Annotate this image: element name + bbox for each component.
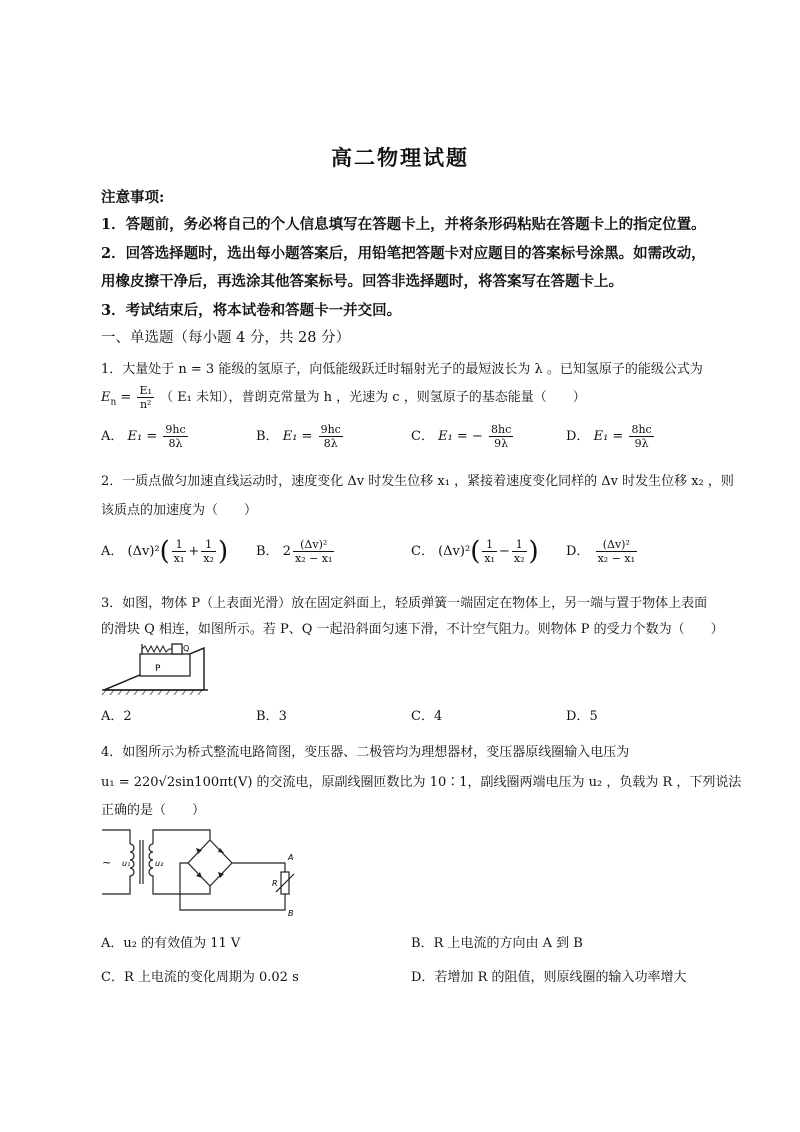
q1-option-d: [566, 423, 656, 450]
option-frac-a: [482, 538, 497, 565]
option-label: B．: [256, 429, 279, 444]
diodes: [196, 848, 224, 878]
option-den: x₂ − x₁: [294, 552, 333, 565]
q3-option-a: [101, 705, 132, 724]
option-den: x₁: [173, 552, 185, 565]
primary-wire-top: [102, 830, 130, 844]
option-label: C．: [411, 709, 434, 724]
q2-stem-line2: 该质点的加速度为（ ）: [101, 503, 258, 518]
option-text: R 上电流的方向由 A 到 B: [433, 936, 583, 951]
q1-formula-sub: n: [110, 397, 117, 408]
q3-option-b: [256, 705, 287, 724]
option-label: C．: [411, 429, 434, 444]
option-num: 8hc: [631, 423, 652, 436]
label-p: P: [155, 664, 161, 674]
q1-option-b: [256, 423, 345, 450]
option-coef: 2: [282, 544, 291, 559]
option-operator: −: [498, 544, 510, 559]
option-den: 8λ: [323, 437, 338, 450]
label-b: B: [288, 909, 294, 918]
q4-circuit-figure: [100, 822, 300, 918]
q4-option-a: [101, 932, 240, 951]
q4-stem-line1: 4．如图所示为桥式整流电路简图，变压器、二极管均为理想器材，变压器原线圈输入电压为: [101, 745, 630, 760]
ac-source: ~: [102, 856, 112, 869]
option-label: D．: [566, 429, 590, 444]
notice-item-1: 1．答题前，务必将自己的个人信息填写在答题卡上，并将条形码粘贴在答题卡上的指定位置。: [101, 216, 706, 233]
label-a: A: [288, 853, 294, 862]
option-frac-b: [512, 538, 527, 565]
slider-q: [172, 644, 182, 654]
option-frac: [163, 423, 187, 450]
option-frac: [319, 423, 343, 450]
option-label: A．: [101, 936, 124, 951]
option-num: 1: [201, 538, 216, 552]
option-label: A．: [101, 544, 124, 559]
q4-stem-line2: u₁ = 220√2sin100πt(V) 的交流电，原副线圈匝数比为 10∶1，副线圈两端电压为 u₂ ，负载为 R ，下列说法: [101, 775, 742, 790]
label-u2: u₂: [155, 859, 164, 868]
notice-item-3: 3．考试结束后，将本试卷和答题卡一并交回。: [101, 302, 402, 319]
q1-formula-lhs: E: [101, 390, 111, 405]
q3-option-d: [566, 705, 598, 724]
q4-stem-line3: 正确的是（ ）: [101, 803, 206, 818]
bridge-diamond: [188, 840, 232, 886]
option-text: 5: [589, 709, 598, 724]
output-wire-a: [232, 863, 285, 872]
q1-formula-num: E₁: [139, 384, 152, 397]
q3-stem-line1: 3．如图，物体 P（上表面光滑）放在固定斜面上，轻质弹簧一端固定在物体上，另一端与置于物体上表面: [101, 596, 708, 611]
label-r: R: [272, 879, 278, 888]
section-heading: 一、单选题（每小题 4 分，共 28 分）: [101, 330, 351, 346]
q2-option-d: [566, 538, 639, 565]
option-operator: +: [188, 544, 200, 559]
q2-option-b: [256, 538, 336, 565]
rheostat-arrow: [276, 874, 294, 892]
output-wire-b: [180, 863, 285, 910]
q2-stem-line1: 2．一质点做匀加速直线运动时，速度变化 Δv 时发生位移 x₁ ，紧接着速度变化同样的 Δv 时发生位移 x₂ ，则: [101, 474, 734, 489]
notice-heading: 注意事项:: [101, 189, 165, 206]
option-num: 1: [512, 538, 527, 552]
option-den: x₁: [484, 552, 495, 565]
option-num: (Δv)²: [596, 538, 637, 552]
option-text: R 上电流的变化周期为 0.02 s: [123, 970, 299, 985]
option-label: A．: [101, 709, 124, 724]
q1-stem-line1: 1．大量处于 n = 3 能级的氢原子，向低能级跃迁时辐射光子的最短波长为 λ 。已知氢原子的能级公式为: [101, 362, 703, 377]
q1-stem-line2-rest: （ E₁ 未知），普朗克常量为 h ，光速为 c ，则氢原子的基态能量（ ）: [160, 390, 586, 405]
q4-option-b: [411, 932, 583, 951]
q3-incline-figure: [100, 642, 212, 696]
option-label: C．: [101, 970, 124, 985]
option-num: 1: [172, 538, 187, 552]
notice-item-2-cont: 用橡皮擦干净后，再选涂其他答案标号。回答非选择题时，将答案写在答题卡上。: [101, 273, 623, 290]
option-label: D．: [566, 544, 590, 559]
secondary-coil: [149, 844, 153, 878]
option-num: 9hc: [165, 423, 186, 436]
q1-formula-frac: [137, 384, 153, 411]
option-num: (Δv)²: [293, 538, 334, 552]
option-frac: [596, 538, 637, 565]
option-den: x₂ − x₁: [597, 552, 636, 565]
page-title: 高二物理试题: [331, 145, 469, 170]
option-lhs: E₁ =: [282, 429, 313, 444]
primary-wire-bottom: [102, 878, 130, 894]
q3-stem-line2: 的滑块 Q 相连，如图所示。若 P、Q 一起沿斜面匀速下滑，不计空气阻力。则物体 P 的受力个数为（ ）: [101, 622, 724, 637]
option-prefix: (Δv)²: [438, 544, 471, 559]
block-p: [140, 654, 190, 676]
option-label: B．: [411, 936, 434, 951]
option-sign: −: [471, 429, 483, 444]
option-prefix: (Δv)²: [127, 544, 160, 559]
option-lhs: E₁ =: [593, 429, 624, 444]
option-frac: [629, 423, 653, 450]
q2-option-c: C． (Δv)²( $\frac{1}{\text{x₁}}$ − $\frac{1}{\text{x₂}}$ ): [411, 536, 539, 567]
option-den: x₂: [203, 552, 214, 565]
q2-option-a: A． (Δv)²( $\frac{1}{\text{x₁}}$ + $\frac{1}{\text{x₂}}$ ): [101, 536, 229, 567]
primary-coil: [130, 844, 134, 878]
option-text: 若增加 R 的阻值，则原线圈的输入功率增大: [434, 970, 687, 985]
option-den: 9λ: [634, 437, 649, 450]
option-label: C．: [411, 544, 434, 559]
option-num: 9hc: [320, 423, 341, 436]
option-text: u₂ 的有效值为 11 V: [123, 936, 241, 951]
option-den: 8λ: [168, 437, 183, 450]
secondary-wire-top: [153, 830, 210, 844]
option-num: 8hc: [491, 423, 512, 436]
option-den: x₂: [513, 552, 525, 565]
option-frac: [293, 538, 334, 565]
option-num: 1: [482, 538, 497, 552]
option-lhs: E₁ =: [127, 429, 158, 444]
label-q: Q: [183, 644, 190, 653]
option-frac: [489, 423, 513, 450]
option-den: 9λ: [494, 437, 509, 450]
notice-item-2: 2．回答选择题时，选出每小题答案后，用铅笔把答题卡对应题目的答案标号涂黑。如需改动，: [101, 245, 706, 262]
q1-option-a: [101, 423, 190, 450]
q3-option-c: [411, 705, 442, 724]
spring: [142, 646, 172, 652]
option-frac-a: [172, 538, 187, 565]
q4-option-c: [101, 966, 299, 985]
option-label: B．: [256, 709, 279, 724]
option-label: B．: [256, 544, 279, 559]
option-text: 2: [123, 709, 132, 724]
option-lhs: E₁ =: [438, 429, 468, 444]
q1-formula-den: n²: [139, 398, 152, 411]
option-text: 4: [433, 709, 443, 724]
option-frac-b: [201, 538, 216, 565]
label-u1: u₁: [122, 859, 131, 868]
q4-option-d: [411, 966, 687, 985]
option-text: 3: [278, 709, 287, 724]
q1-option-c: [411, 423, 515, 450]
secondary-wire-bottom: [153, 878, 210, 894]
q1-stem-line2: $E_n$ = $\frac{\text{E₁}}{\text{n²}}$ （ E₁ 未知），普朗克常量为 h ，光速为 c ，则氢原子的基态能量（ ）: [101, 384, 586, 411]
option-label: A．: [101, 429, 124, 444]
option-label: D．: [411, 970, 435, 985]
option-label: D．: [566, 709, 590, 724]
